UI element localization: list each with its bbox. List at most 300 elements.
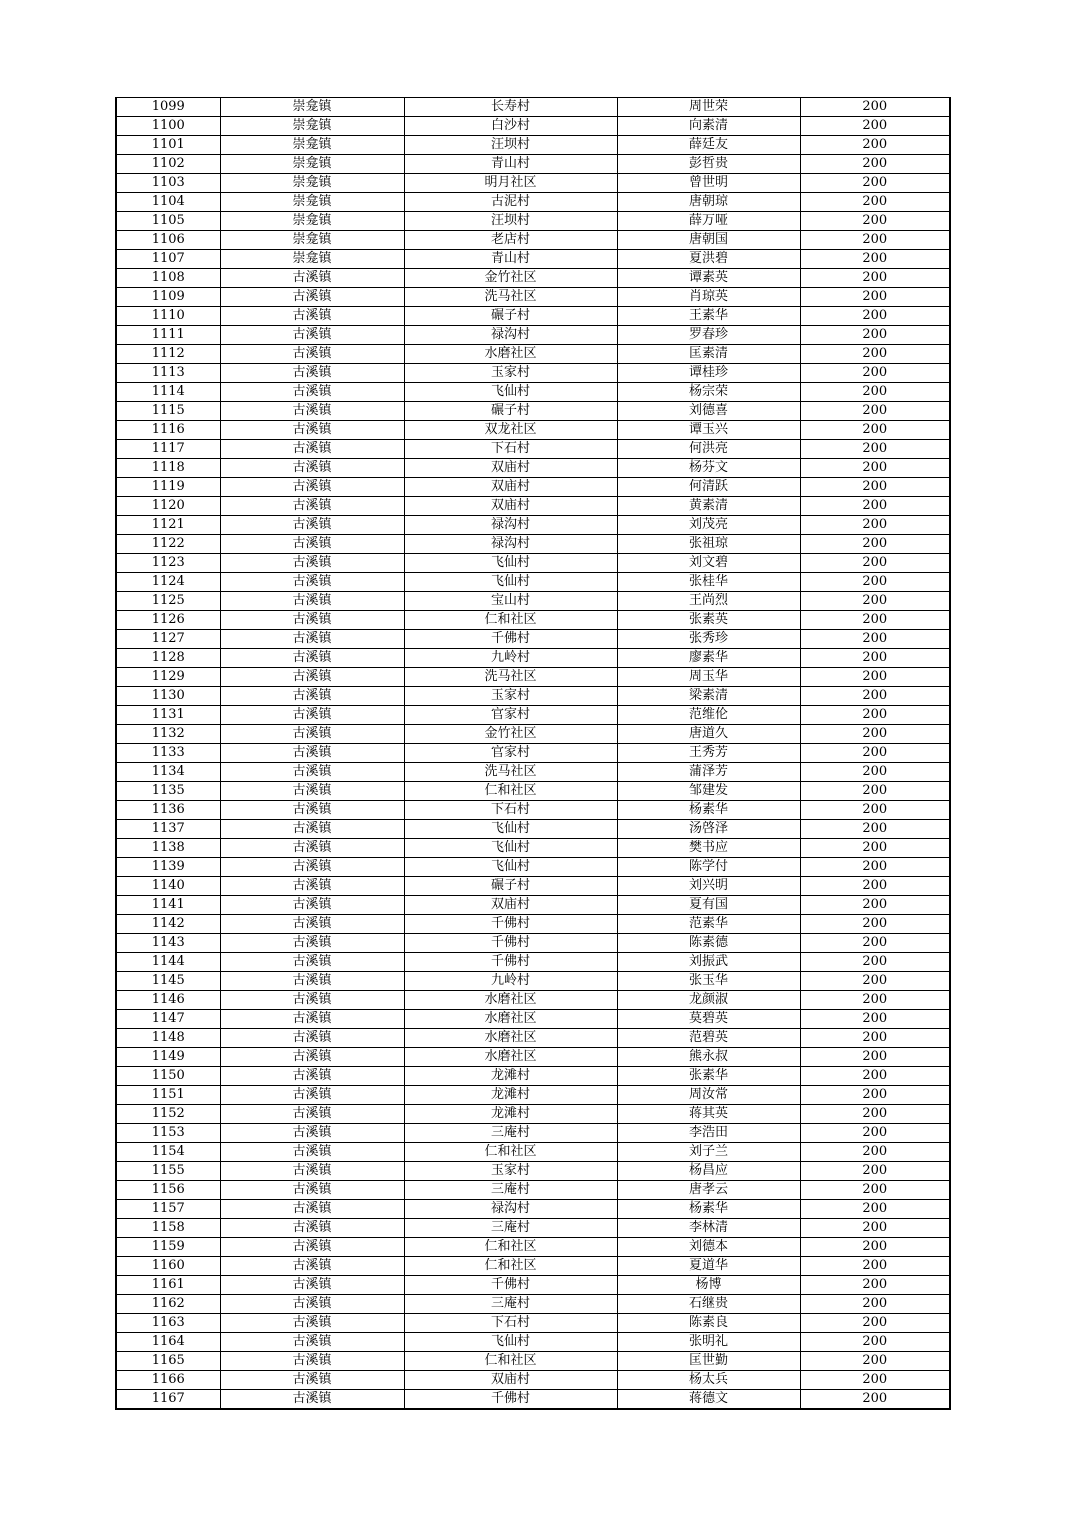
cell-amount: 200 [800,288,950,307]
cell-index: 1133 [116,744,220,763]
table-row [116,1219,950,1238]
cell-amount: 200 [800,915,950,934]
cell-village: 千佛村 [404,915,617,934]
cell-name: 匡世勤 [617,1352,800,1371]
table-row [116,953,950,972]
table-row [116,326,950,345]
cell-name: 薛廷友 [617,136,800,155]
cell-town: 古溪镇 [220,763,404,782]
cell-amount: 200 [800,1390,950,1410]
cell-village: 明月社区 [404,174,617,193]
cell-village: 玉家村 [404,364,617,383]
cell-name: 唐道久 [617,725,800,744]
cell-index: 1130 [116,687,220,706]
cell-village: 三庵村 [404,1181,617,1200]
cell-town: 古溪镇 [220,402,404,421]
table-row [116,592,950,611]
table-row [116,1200,950,1219]
table-row [116,630,950,649]
cell-town: 古溪镇 [220,1333,404,1352]
cell-index: 1152 [116,1105,220,1124]
table-row [116,1162,950,1181]
table-row [116,383,950,402]
cell-amount: 200 [800,1257,950,1276]
cell-name: 蒋德文 [617,1390,800,1410]
cell-village: 千佛村 [404,1390,617,1410]
cell-town: 古溪镇 [220,440,404,459]
cell-amount: 200 [800,1124,950,1143]
cell-name: 王素华 [617,307,800,326]
cell-village: 千佛村 [404,953,617,972]
cell-index: 1104 [116,193,220,212]
cell-index: 1109 [116,288,220,307]
cell-town: 古溪镇 [220,1295,404,1314]
cell-index: 1113 [116,364,220,383]
cell-index: 1102 [116,155,220,174]
table-row [116,1181,950,1200]
cell-village: 水磨社区 [404,1010,617,1029]
table-row [116,858,950,877]
cell-name: 周玉华 [617,668,800,687]
cell-amount: 200 [800,1010,950,1029]
table-row [116,1067,950,1086]
table-row [116,915,950,934]
cell-amount: 200 [800,896,950,915]
cell-index: 1124 [116,573,220,592]
cell-name: 陈素良 [617,1314,800,1333]
cell-town: 古溪镇 [220,1143,404,1162]
cell-town: 崇龛镇 [220,231,404,250]
cell-name: 夏有国 [617,896,800,915]
table-row [116,991,950,1010]
cell-index: 1157 [116,1200,220,1219]
cell-amount: 200 [800,1200,950,1219]
cell-amount: 200 [800,402,950,421]
table-row [116,706,950,725]
cell-index: 1112 [116,345,220,364]
cell-index: 1142 [116,915,220,934]
table-row [116,1086,950,1105]
cell-name: 夏洪碧 [617,250,800,269]
cell-index: 1134 [116,763,220,782]
cell-amount: 200 [800,592,950,611]
cell-amount: 200 [800,136,950,155]
table-row [116,364,950,383]
cell-amount: 200 [800,155,950,174]
cell-town: 古溪镇 [220,1048,404,1067]
cell-name: 樊书应 [617,839,800,858]
cell-name: 杨芬文 [617,459,800,478]
cell-town: 古溪镇 [220,725,404,744]
table-row [116,1390,950,1410]
table-row [116,782,950,801]
cell-index: 1164 [116,1333,220,1352]
table-row [116,1238,950,1257]
cell-village: 汪坝村 [404,136,617,155]
cell-index: 1099 [116,98,220,117]
cell-amount: 200 [800,725,950,744]
cell-village: 双庙村 [404,478,617,497]
cell-index: 1126 [116,611,220,630]
table-row [116,250,950,269]
cell-village: 三庵村 [404,1295,617,1314]
table-row [116,478,950,497]
cell-town: 古溪镇 [220,953,404,972]
cell-index: 1144 [116,953,220,972]
cell-town: 古溪镇 [220,1238,404,1257]
cell-town: 崇龛镇 [220,250,404,269]
cell-town: 古溪镇 [220,364,404,383]
cell-name: 杨博 [617,1276,800,1295]
table-row [116,611,950,630]
table-row [116,193,950,212]
table-row [116,345,950,364]
cell-name: 刘子兰 [617,1143,800,1162]
table-row [116,459,950,478]
cell-amount: 200 [800,269,950,288]
cell-name: 王尚烈 [617,592,800,611]
cell-amount: 200 [800,345,950,364]
cell-town: 崇龛镇 [220,136,404,155]
cell-name: 何洪亮 [617,440,800,459]
cell-village: 龙滩村 [404,1086,617,1105]
cell-name: 张桂华 [617,573,800,592]
cell-name: 刘兴明 [617,877,800,896]
cell-index: 1100 [116,117,220,136]
cell-amount: 200 [800,440,950,459]
cell-village: 水磨社区 [404,1029,617,1048]
cell-name: 陈学付 [617,858,800,877]
cell-village: 双庙村 [404,1371,617,1390]
cell-amount: 200 [800,459,950,478]
cell-town: 古溪镇 [220,1010,404,1029]
cell-name: 范维伦 [617,706,800,725]
cell-amount: 200 [800,307,950,326]
cell-amount: 200 [800,1143,950,1162]
cell-village: 玉家村 [404,1162,617,1181]
cell-index: 1105 [116,212,220,231]
cell-town: 古溪镇 [220,744,404,763]
cell-town: 古溪镇 [220,858,404,877]
cell-amount: 200 [800,991,950,1010]
table-row [116,136,950,155]
cell-town: 古溪镇 [220,649,404,668]
cell-name: 汤啓泽 [617,820,800,839]
cell-index: 1160 [116,1257,220,1276]
cell-town: 古溪镇 [220,535,404,554]
cell-village: 汪坝村 [404,212,617,231]
cell-index: 1146 [116,991,220,1010]
table-row [116,744,950,763]
cell-amount: 200 [800,839,950,858]
table-row [116,1352,950,1371]
table-row [116,573,950,592]
cell-village: 水磨社区 [404,1048,617,1067]
cell-name: 张素华 [617,1067,800,1086]
cell-amount: 200 [800,1333,950,1352]
cell-village: 飞仙村 [404,383,617,402]
cell-town: 古溪镇 [220,1105,404,1124]
cell-village: 仁和社区 [404,1352,617,1371]
cell-index: 1147 [116,1010,220,1029]
cell-name: 陈素德 [617,934,800,953]
cell-town: 古溪镇 [220,630,404,649]
cell-village: 水磨社区 [404,345,617,364]
cell-index: 1121 [116,516,220,535]
cell-town: 古溪镇 [220,934,404,953]
cell-name: 刘德喜 [617,402,800,421]
beneficiary-table [115,97,951,1410]
cell-name: 彭哲贵 [617,155,800,174]
table-row [116,1010,950,1029]
cell-amount: 200 [800,231,950,250]
cell-amount: 200 [800,611,950,630]
cell-amount: 200 [800,1276,950,1295]
cell-village: 龙滩村 [404,1105,617,1124]
cell-town: 古溪镇 [220,307,404,326]
cell-town: 古溪镇 [220,383,404,402]
table-row [116,421,950,440]
cell-amount: 200 [800,1029,950,1048]
cell-amount: 200 [800,1181,950,1200]
cell-amount: 200 [800,953,950,972]
cell-index: 1161 [116,1276,220,1295]
cell-index: 1114 [116,383,220,402]
cell-amount: 200 [800,383,950,402]
cell-name: 谭玉兴 [617,421,800,440]
cell-town: 崇龛镇 [220,174,404,193]
cell-town: 古溪镇 [220,516,404,535]
cell-name: 薛万哑 [617,212,800,231]
cell-name: 石继贵 [617,1295,800,1314]
cell-name: 张祖琼 [617,535,800,554]
cell-amount: 200 [800,1295,950,1314]
cell-village: 千佛村 [404,1276,617,1295]
table-row [116,1124,950,1143]
cell-village: 飞仙村 [404,839,617,858]
cell-town: 古溪镇 [220,554,404,573]
table-row [116,839,950,858]
cell-name: 杨太兵 [617,1371,800,1390]
cell-amount: 200 [800,421,950,440]
cell-index: 1116 [116,421,220,440]
cell-village: 洗马社区 [404,668,617,687]
cell-village: 三庵村 [404,1124,617,1143]
cell-index: 1131 [116,706,220,725]
cell-amount: 200 [800,1219,950,1238]
cell-name: 莫碧英 [617,1010,800,1029]
cell-village: 飞仙村 [404,1333,617,1352]
cell-village: 白沙村 [404,117,617,136]
cell-village: 金竹社区 [404,725,617,744]
cell-town: 崇龛镇 [220,98,404,117]
cell-town: 古溪镇 [220,668,404,687]
table-row [116,1314,950,1333]
cell-village: 仁和社区 [404,611,617,630]
cell-amount: 200 [800,801,950,820]
cell-amount: 200 [800,174,950,193]
cell-index: 1129 [116,668,220,687]
cell-village: 碾子村 [404,402,617,421]
table-row [116,763,950,782]
cell-village: 官家村 [404,706,617,725]
table-row [116,117,950,136]
cell-name: 黄素清 [617,497,800,516]
table-row [116,307,950,326]
cell-amount: 200 [800,193,950,212]
cell-town: 古溪镇 [220,1371,404,1390]
cell-town: 古溪镇 [220,1067,404,1086]
table-row [116,668,950,687]
cell-amount: 200 [800,1086,950,1105]
cell-amount: 200 [800,1048,950,1067]
cell-amount: 200 [800,212,950,231]
cell-town: 古溪镇 [220,497,404,516]
cell-name: 夏道华 [617,1257,800,1276]
cell-amount: 200 [800,744,950,763]
cell-town: 古溪镇 [220,896,404,915]
cell-name: 向素清 [617,117,800,136]
cell-index: 1138 [116,839,220,858]
cell-index: 1156 [116,1181,220,1200]
cell-town: 古溪镇 [220,1124,404,1143]
cell-town: 古溪镇 [220,478,404,497]
table-row [116,972,950,991]
table-row [116,1276,950,1295]
cell-amount: 200 [800,1238,950,1257]
cell-village: 碾子村 [404,307,617,326]
cell-town: 古溪镇 [220,326,404,345]
cell-town: 古溪镇 [220,1029,404,1048]
cell-amount: 200 [800,98,950,117]
cell-amount: 200 [800,706,950,725]
cell-amount: 200 [800,1371,950,1390]
cell-village: 仁和社区 [404,1257,617,1276]
cell-index: 1128 [116,649,220,668]
cell-town: 崇龛镇 [220,212,404,231]
cell-index: 1158 [116,1219,220,1238]
table-row [116,497,950,516]
cell-amount: 200 [800,250,950,269]
cell-village: 玉家村 [404,687,617,706]
cell-town: 古溪镇 [220,345,404,364]
cell-amount: 200 [800,934,950,953]
cell-index: 1106 [116,231,220,250]
cell-index: 1107 [116,250,220,269]
cell-index: 1143 [116,934,220,953]
table-row [116,801,950,820]
table-row [116,1371,950,1390]
cell-index: 1163 [116,1314,220,1333]
table-row [116,288,950,307]
cell-index: 1108 [116,269,220,288]
cell-village: 下石村 [404,1314,617,1333]
cell-town: 古溪镇 [220,1181,404,1200]
cell-town: 古溪镇 [220,839,404,858]
cell-town: 古溪镇 [220,592,404,611]
cell-village: 古泥村 [404,193,617,212]
cell-index: 1119 [116,478,220,497]
cell-amount: 200 [800,630,950,649]
cell-town: 古溪镇 [220,269,404,288]
cell-index: 1101 [116,136,220,155]
cell-village: 双庙村 [404,459,617,478]
cell-index: 1120 [116,497,220,516]
cell-town: 古溪镇 [220,1276,404,1295]
cell-name: 蒲泽芳 [617,763,800,782]
cell-village: 九岭村 [404,972,617,991]
cell-index: 1139 [116,858,220,877]
cell-town: 古溪镇 [220,877,404,896]
cell-village: 洗马社区 [404,288,617,307]
cell-index: 1132 [116,725,220,744]
cell-index: 1115 [116,402,220,421]
cell-index: 1140 [116,877,220,896]
cell-name: 周世荣 [617,98,800,117]
cell-index: 1159 [116,1238,220,1257]
table-row [116,231,950,250]
cell-index: 1117 [116,440,220,459]
table-row [116,1048,950,1067]
cell-town: 古溪镇 [220,820,404,839]
cell-amount: 200 [800,649,950,668]
cell-village: 双龙社区 [404,421,617,440]
cell-name: 刘德本 [617,1238,800,1257]
cell-town: 崇龛镇 [220,193,404,212]
cell-village: 飞仙村 [404,554,617,573]
table-row [116,535,950,554]
cell-village: 水磨社区 [404,991,617,1010]
cell-town: 古溪镇 [220,459,404,478]
cell-town: 古溪镇 [220,611,404,630]
cell-name: 蒋其英 [617,1105,800,1124]
cell-name: 王秀芳 [617,744,800,763]
cell-index: 1123 [116,554,220,573]
cell-index: 1135 [116,782,220,801]
cell-name: 张明礼 [617,1333,800,1352]
cell-village: 青山村 [404,250,617,269]
cell-town: 古溪镇 [220,706,404,725]
cell-name: 刘文碧 [617,554,800,573]
cell-village: 飞仙村 [404,858,617,877]
cell-name: 谭素英 [617,269,800,288]
cell-town: 古溪镇 [220,972,404,991]
table-row [116,212,950,231]
cell-name: 唐朝国 [617,231,800,250]
table-row [116,1333,950,1352]
cell-town: 古溪镇 [220,573,404,592]
cell-index: 1125 [116,592,220,611]
cell-name: 杨昌应 [617,1162,800,1181]
cell-name: 梁素清 [617,687,800,706]
cell-village: 官家村 [404,744,617,763]
cell-index: 1118 [116,459,220,478]
cell-village: 老店村 [404,231,617,250]
table-row [116,440,950,459]
cell-index: 1148 [116,1029,220,1048]
cell-village: 青山村 [404,155,617,174]
table-row [116,98,950,117]
cell-village: 长寿村 [404,98,617,117]
cell-village: 飞仙村 [404,820,617,839]
cell-town: 古溪镇 [220,1200,404,1219]
cell-village: 禄沟村 [404,516,617,535]
cell-name: 唐朝琼 [617,193,800,212]
cell-village: 禄沟村 [404,326,617,345]
cell-town: 古溪镇 [220,1352,404,1371]
cell-town: 古溪镇 [220,915,404,934]
cell-amount: 200 [800,1067,950,1086]
